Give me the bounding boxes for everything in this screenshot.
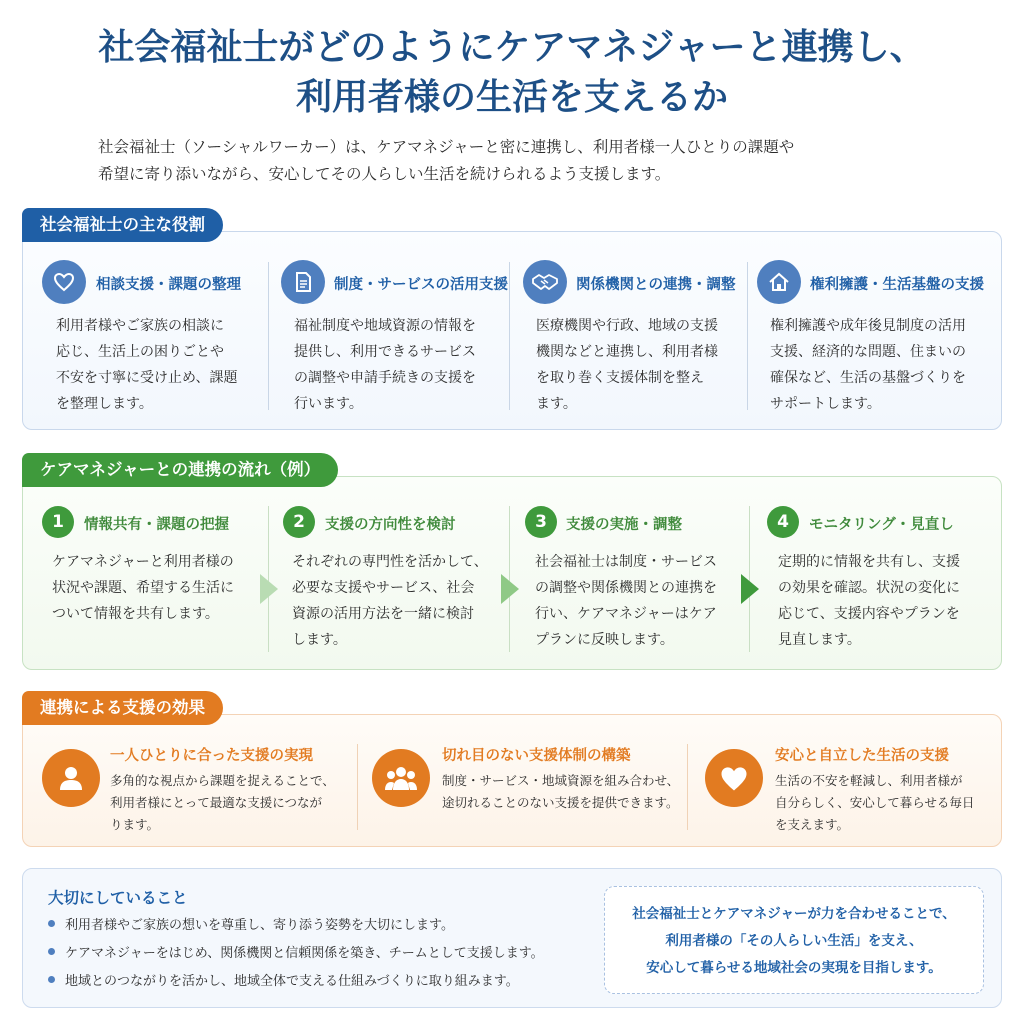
step-title: 情報共有・課題の把握 [84, 517, 229, 533]
home-icon [757, 260, 801, 304]
page-title-line2: 利用者様の生活を支えるか [295, 76, 728, 118]
step-description: 定期的に情報を共有し、支援 の効果を確認。状況の変化に 応じて、支援内容やプランを 見直します。 [778, 554, 960, 648]
arrow-right-icon [260, 574, 278, 604]
divider [509, 262, 510, 410]
step-number: 2 [283, 506, 315, 538]
flow-section-label: ケアマネジャーとの連携の流れ（例） [22, 453, 338, 487]
page-title [0, 22, 1024, 122]
important-list [48, 912, 544, 996]
bullet-icon [48, 948, 55, 955]
arrow-right-icon [741, 574, 759, 604]
role-description: 権利擁護や成年後見制度の活用 支援、経済的な問題、住まいの 確保など、生活の基盤づくりを サポートします。 [770, 318, 966, 412]
document-icon [281, 260, 325, 304]
effect-description: 多角的な視点から課題を捉えることで、 利用者様にとって最適な支援につなが ります。 [110, 773, 335, 832]
step-title: 支援の実施・調整 [566, 517, 682, 533]
step-description: ケアマネジャーと利用者様の 状況や課題、希望する生活に ついて情報を共有します。 [52, 554, 234, 622]
closing-message: 社会福祉士とケアマネジャーが力を合わせることで、 利用者様の「その人らしい生活」を支え、 安心して暮らせる地域社会の実現を目指します。 [604, 886, 984, 994]
step-description: それぞれの専門性を活かして、 必要な支援やサービス、社会 資源の活用方法を一緒に検討 します。 [292, 554, 488, 648]
effect-description: 生活の不安を軽減し、利用者様が 自分らしく、安心して暮らせる毎日 を支えます。 [775, 773, 975, 832]
handshake-icon [523, 260, 567, 304]
effect-title: 一人ひとりに合った支援の実現 [110, 748, 313, 764]
role-description: 医療機関や行政、地域の支援 機関などと連携し、利用者様 を取り巻く支援体制を整え ます。 [536, 318, 718, 412]
step-number: 4 [767, 506, 799, 538]
role-title: 相談支援・課題の整理 [96, 277, 241, 293]
bullet-icon [48, 920, 55, 927]
arrow-right-icon [501, 574, 519, 604]
role-title: 権利擁護・生活基盤の支援 [810, 277, 984, 293]
step-description: 社会福祉士は制度・サービス の調整や関係機関との連携を 行い、ケアマネジャーはケア プランに反映します。 [535, 554, 717, 648]
step-title: モニタリング・見直し [809, 517, 954, 533]
intro-line1: 社会福祉士（ソーシャルワーカー）は、ケアマネジャーと密に連携し、利用者様一人ひとりの課題や [98, 138, 795, 156]
intro-line2: 希望に寄り添いながら、安心してその人らしい生活を続けられるよう支援します。 [98, 165, 671, 183]
group-icon [372, 749, 430, 807]
step-number: 3 [525, 506, 557, 538]
divider [268, 262, 269, 410]
divider [687, 744, 688, 830]
divider [357, 744, 358, 830]
role-title: 関係機関との連携・調整 [576, 277, 736, 293]
effect-description: 制度・サービス・地域資源を組み合わせ、 途切れることのない支援を提供できます。 [442, 773, 680, 810]
roles-section-label: 社会福祉士の主な役割 [22, 208, 223, 242]
page-title-line1: 社会福祉士がどのようにケアマネジャーと連携し、 [98, 26, 926, 68]
person-icon [42, 749, 100, 807]
intro-text [98, 134, 938, 188]
list-item: 利用者様やご家族の想いを尊重し、寄り添う姿勢を大切にします。 [48, 912, 544, 940]
heart-icon [705, 749, 763, 807]
important-title: 大切にしていること [48, 889, 188, 907]
step-title: 支援の方向性を検討 [325, 517, 456, 533]
effects-section-label: 連携による支援の効果 [22, 691, 223, 725]
divider [747, 262, 748, 410]
role-description: 利用者様やご家族の相談に 応じ、生活上の困りごとや 不安を寸寧に受け止め、課題 を整理します。 [56, 318, 238, 412]
bullet-icon [48, 976, 55, 983]
heart-icon [42, 260, 86, 304]
effect-title: 安心と自立した生活の支援 [775, 748, 949, 764]
role-description: 福祉制度や地域資源の情報を 提供し、利用できるサービス の調整や申請手続きの支援を 行います。 [294, 318, 476, 412]
list-item: 地域とのつながりを活かし、地域全体で支える仕組みづくりに取り組みます。 [48, 968, 544, 996]
effect-title: 切れ目のない支援体制の構築 [442, 748, 631, 764]
step-number: 1 [42, 506, 74, 538]
role-title: 制度・サービスの活用支援 [334, 277, 508, 293]
list-item: ケアマネジャーをはじめ、関係機関と信頼関係を築き、チームとして支援します。 [48, 940, 544, 968]
